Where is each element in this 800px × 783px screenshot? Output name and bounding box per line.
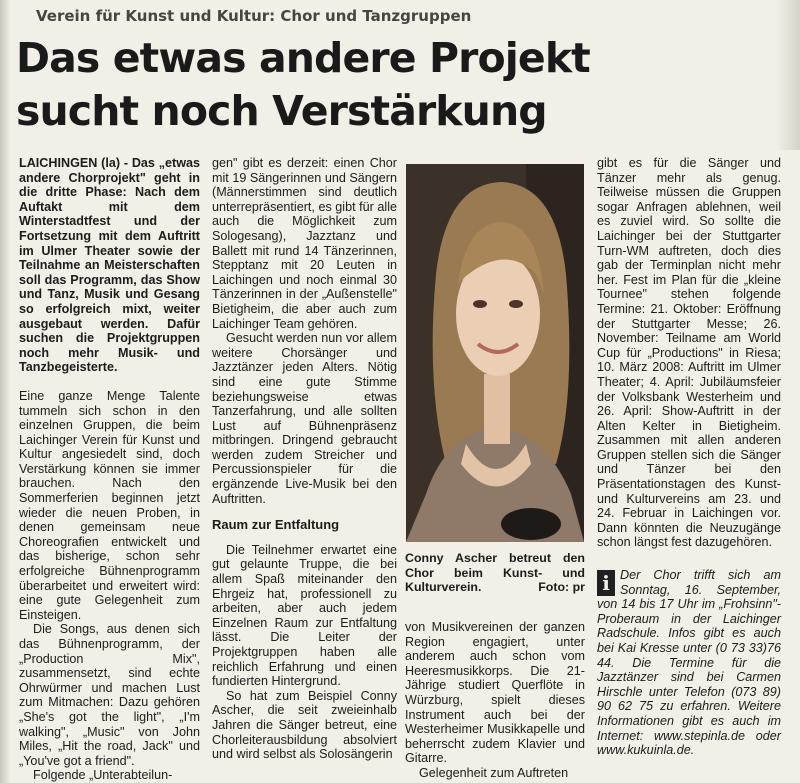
body-paragraph-7-start: Gelegenheit zum Auftreten bbox=[419, 765, 569, 780]
portrait-photo bbox=[406, 164, 584, 542]
headline-line-2: sucht noch Verstärkung bbox=[16, 87, 547, 135]
lead-paragraph bbox=[19, 156, 200, 375]
body-paragraph-6: So hat zum Beispiel Conny Ascher, die seit zweieinhalb Jahren die Sänger betreut, eine Chorleiterausbildung absolviert und wird selbst als Solosängerin bbox=[212, 688, 397, 762]
body-paragraph-2: Die Songs, aus denen sich das Bühnenprogramm, der „Production Mix", zusammensetzt, sind echte Ohrwürmer und machen Lust zum Mitmachen: Dazu gehören „She's got the light", „I'm walking", „Music" von John Miles, „Hit the road, Jack" und „You've got a friend". bbox=[19, 622, 200, 768]
photo-credit: Foto: pr bbox=[538, 580, 585, 595]
body-paragraph-7-cont: gibt es für die Sänger und Tänzer mehr als genug. Teilweise müssen die Gruppen sogar Anfragen ablehnen, weil es zuviel wird. So sollte die Laichinger bei der Stuttgarter Turn-WM auftreten, doch dies gab der Terminplan nicht mehr her. Fest im Plan für die „kleine Tournee" stehen folgende Termine: 21. Oktober: Eröffnung der Stuttgarter Messe; 26. November: Teilname am World Cup für „Productions" in Riesa; 10. März 2008: Auftritt im Ulmer Theater; 4. April: Jubiläumsfeier der Volksbank Westerheim und 26. April: Show-Auftritt in der Alten Kelter in Bietigheim. Zusammen mit allen anderen Gruppen stellen sich die Sänger und Tänzer bei den Präsentationstagen des Kunst- und Kulturvereins am 23. und 24. Februar in Laichingen vor. Dann könnten die Neuzugänge schon längst fest dazugehören. bbox=[597, 156, 781, 550]
kicker: Verein für Kunst und Kultur: Chor und Tanzgruppen bbox=[36, 7, 472, 25]
column-4 bbox=[597, 156, 781, 550]
photo-caption bbox=[405, 551, 585, 595]
body-paragraph-1: Eine ganze Menge Talente tummeln sich schon in den einzelnen Gruppen, die beim Laichinger Verein für Kunst und Kultur angesiedelt sind, doch Verstärkung können sie immer brauchen. Nach den Sommerferien beginnen jetzt wieder die neuen Proben, in denen gemeinsam neue Choreografien entwickelt und das bisherige, schon sehr erfolgreiche Bühnenprogramm überarbeitet und erweitert wird: eine gute Gelegenheit zum Einsteigen. bbox=[19, 388, 200, 622]
caption-text: Conny Ascher betreut den Chor beim Kunst- und Kulturverein. bbox=[405, 551, 585, 595]
info-box-text: Der Chor trifft sich am Sonntag, 16. September, von 14 bis 17 Uhr im „Frohsinn"-Proberaum in der Laichinger Radschule. Infos gibt es auch bei Kai Kresse unter (0 73 33)76 44. Die Termine für die Jazztänzer sind bei Carmen Hirschle unter Telefon (073 89) 90 62 75 zu erfahren. Weitere Informationen gibt es auch im Internet: www.stepinla.de oder www.kukuinla.de. bbox=[597, 568, 781, 758]
column-2 bbox=[212, 156, 397, 762]
subheading: Raum zur Entfaltung bbox=[212, 517, 340, 533]
body-paragraph-6-cont: von Musikvereinen der ganzen Region engagiert, unter anderem auch schon vom Heeresmusikkorps. Die 21-Jährige studiert Querflöte in Würzburg, spielt dieses Instrument auch bei der Westerheimer Musikkapelle und beherrscht zudem Klavier und Gitarre. bbox=[405, 620, 585, 766]
info-icon: i bbox=[597, 570, 615, 596]
lead-text: Das „etwas andere Chorprojekt" geht in die dritte Phase: Nach dem Auftakt mit dem Winterstadtfest und der Fortsetzung mit dem Auftritt im Ulmer Theater sowie der Teilnahme an Meisterschaften soll das Programm, das Show und Tanz, Musik und Gesang so erfolgreich mixt, weiter ausgebaut werden. Dafür suchen die Projektgruppen noch mehr Musik- und Tanzbegeisterte. bbox=[19, 156, 200, 375]
body-paragraph-4: Gesucht werden nun vor allem weitere Chorsänger und Jazztänzer jeden Alters. Nötig sind eine gute Stimme beziehungsweise etwas Tanzerfahrung, und alle sollten Lust auf Bühnenpräsenz mitbringen. Dringend gebraucht werden zudem Streicher und Percussionspieler für die ergänzende Live-Musik bei den Auftritten. bbox=[212, 331, 397, 506]
body-paragraph-3-cont: gen" gibt es derzeit: einen Chor mit 19 Sängerinnen und Sängern (Männerstimmen sind deutlich unterrepräsentiert, es gibt für alle auch die Möglichkeit zum Sologesang), Jazztanz und Ballett mit rund 14 Tänzerinnen, Stepptanz mit 20 Leuten in Laichingen und noch einmal 30 Tänzerinnen in der „Außenstelle" Bietigheim, die aber auch zum Laichinger Team gehören. bbox=[212, 156, 397, 331]
dateline: LAICHINGEN (la) - bbox=[19, 156, 129, 170]
body-paragraph-5: Die Teilnehmer erwartet eine gut gelaunte Truppe, die bei allem Spaß miteinander den Ehrgeiz hat, professionell zu arbeiten, aber auch jedem Einzelnen Raum zur Entfaltung lässt. Die Leiter der Projektgruppen haben alle reichlich Erfahrung und einen fundierten Hintergrund. bbox=[212, 542, 397, 689]
headline bbox=[16, 32, 796, 138]
headline-line-1: Das etwas andere Projekt bbox=[16, 34, 590, 82]
column-1 bbox=[19, 156, 200, 783]
scan-shadow-left bbox=[0, 0, 10, 783]
column-3 bbox=[405, 620, 585, 781]
info-box bbox=[597, 568, 781, 758]
body-paragraph-3-start: Folgende „Unterabteilun- bbox=[33, 768, 173, 783]
portrait-illustration bbox=[406, 164, 584, 542]
